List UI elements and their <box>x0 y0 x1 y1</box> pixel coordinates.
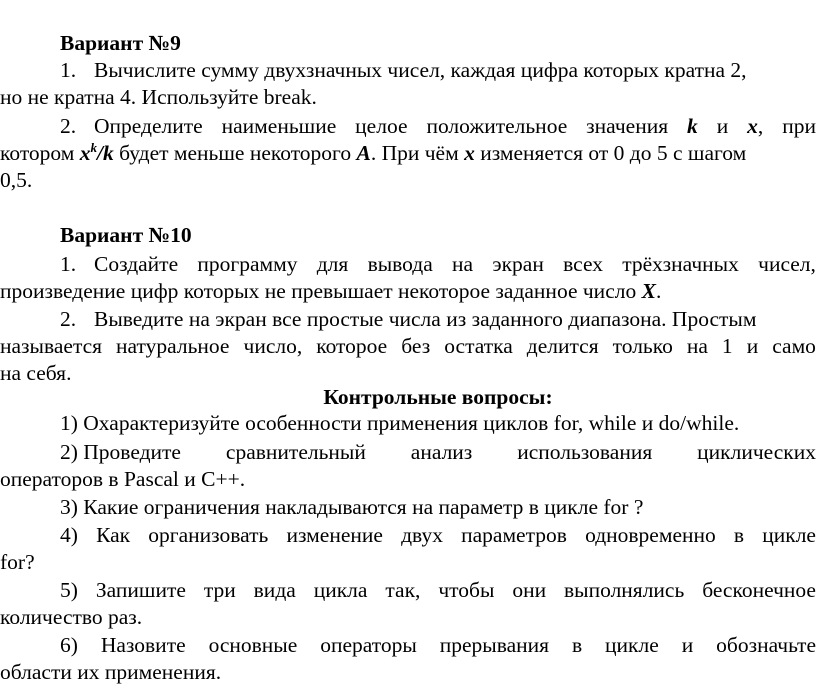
v10-task2-line3: на себя. <box>0 361 72 385</box>
question-4-line1: 4) Как организовать изменение двух параметров одновременно в цикле <box>60 523 816 547</box>
v9-task1-line2: но не кратна 4. Используйте break. <box>0 85 317 109</box>
v10-task1-number: 1. <box>60 252 77 276</box>
formula: $x^k/k$ <box>79 140 114 165</box>
v10-task2-line2: называется натуральное число, которое без остатка делится только на 1 и само <box>0 334 816 358</box>
variable-x: x <box>747 114 758 138</box>
v9-task2-line2: котором $x^k/k$ будет меньше некоторого A. При чём x изменяется от 0 до 5 с шагом <box>0 140 747 165</box>
v9-task2-line3: 0,5. <box>0 168 33 192</box>
variable-X: X <box>641 279 656 303</box>
v9-task1-text: Вычислите сумму двухзначных чисел, каждая цифра которых кратна 2, <box>94 58 747 82</box>
question-3: 3) Какие ограничения накладываются на параметр в цикле for ? <box>60 495 644 519</box>
v10-task1-line2: произведение цифр которых не превышает некоторое заданное число X. <box>0 279 662 303</box>
v9-task2-number: 2. <box>60 114 77 138</box>
v9-task2-line1: 2. Определите наименьшие целое положительное значения k и x, при <box>60 114 816 138</box>
question-6-line1: 6) Назовите основные операторы прерывания в цикле и обозначьте <box>60 633 816 657</box>
v10-task2-line1: 2. Выведите на экран все простые числа из заданного диапазона. Простым <box>60 307 757 331</box>
variable-x2: x <box>464 141 475 165</box>
variant9-heading: Вариант №9 <box>60 31 181 55</box>
v10-task2-number: 2. <box>60 307 77 331</box>
question-2-line2: операторов в Pascal и C++. <box>0 467 246 491</box>
question-4-line2: for? <box>0 550 35 574</box>
variable-k: k <box>687 114 698 138</box>
question-5-line2: количество раз. <box>0 605 143 629</box>
v10-task1-line1: 1. Создайте программу для вывода на экран всех трёхзначных чисел, <box>60 252 816 276</box>
question-6-line2: области их применения. <box>0 660 222 684</box>
variant10-heading: Вариант №10 <box>60 223 192 247</box>
v9-task1-line1 <box>60 57 816 84</box>
question-5-line1: 5) Запишите три вида цикла так, чтобы они выполнялись бесконечное <box>60 578 816 602</box>
question-2-line1: 2) Проведите сравнительный анализ использования циклических <box>60 440 816 464</box>
variable-A: A <box>356 141 371 165</box>
v9-task1-number: 1. <box>60 58 77 82</box>
questions-heading: Контрольные вопросы: <box>323 385 553 409</box>
question-1: 1) Охарактеризуйте особенности применения циклов for, while и do/while. <box>60 411 740 435</box>
